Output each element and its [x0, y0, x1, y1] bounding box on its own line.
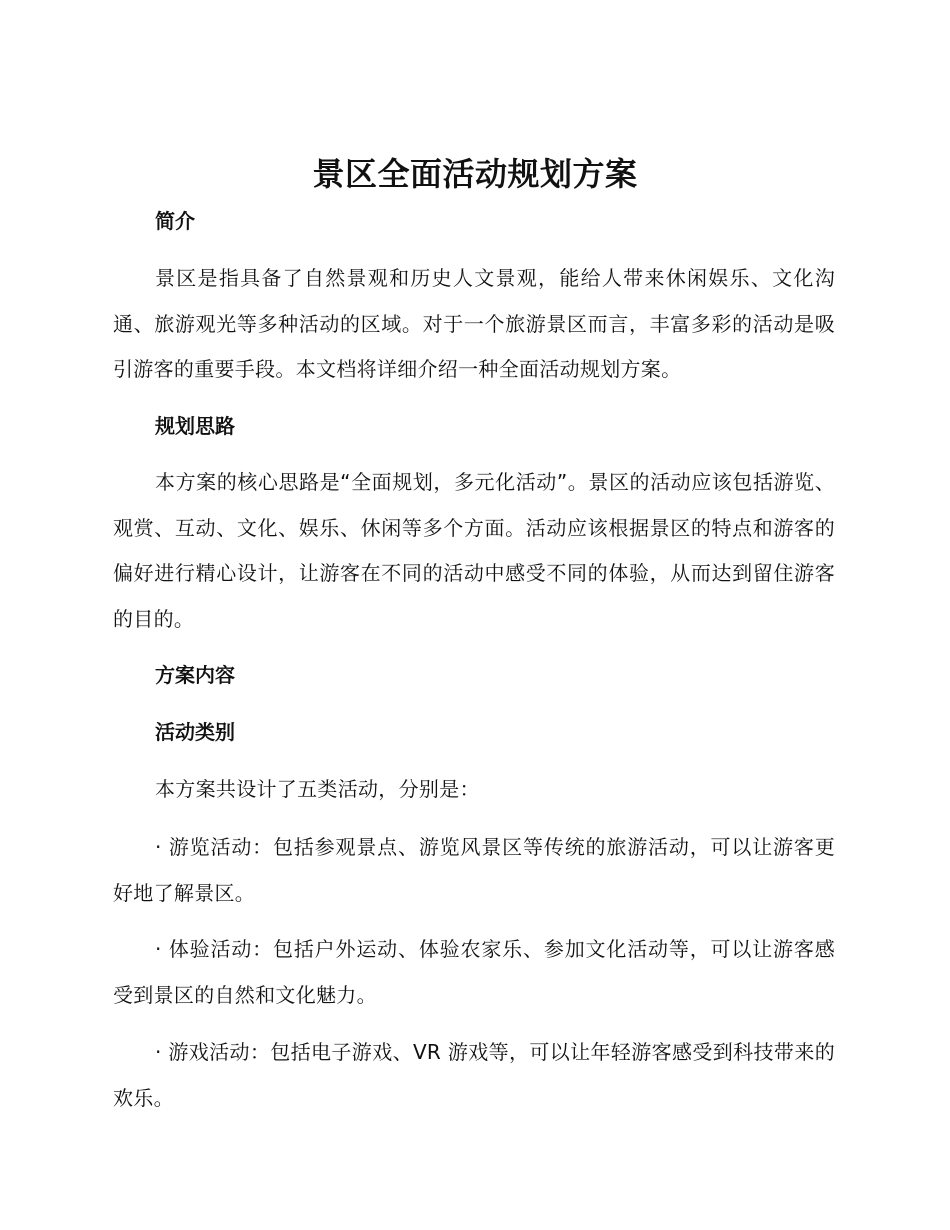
- intro-paragraph: 景区是指具备了自然景观和历史人文景观，能给人带来休闲娱乐、文化沟通、旅游观光等多种活动的区域。对于一个旅游景区而言，丰富多彩的活动是吸引游客的重要手段。本文档将详细介绍一种全面活动规划方案。: [113, 266, 835, 381]
- list-item-sightseeing: · 游览活动：包括参观景点、游览风景区等传统的旅游活动，可以让游客更好地了解景区。: [113, 835, 835, 905]
- section-heading-approach: 规划思路: [155, 414, 235, 438]
- categories-intro-paragraph: 本方案共设计了五类活动，分别是：: [155, 777, 480, 801]
- list-item-experience: · 体验活动：包括户外运动、体验农家乐、参加文化活动等，可以让游客感受到景区的自然和文化魅力。: [113, 937, 835, 1007]
- section-heading-intro: 简介: [155, 209, 195, 233]
- list-item-games: · 游戏活动：包括电子游戏、VR 游戏等，可以让年轻游客感受到科技带来的欢乐。: [113, 1040, 835, 1110]
- approach-paragraph: 本方案的核心思路是“全面规划，多元化活动”。景区的活动应该包括游览、观赏、互动、文化、娱乐、休闲等多个方面。活动应该根据景区的特点和游客的偏好进行精心设计，让游客在不同的活动中感受不同的体验，从而达到留住游客的目的。: [113, 470, 835, 631]
- document-title: 景区全面活动规划方案: [312, 155, 638, 193]
- section-heading-categories: 活动类别: [155, 720, 235, 744]
- section-heading-content: 方案内容: [155, 663, 235, 687]
